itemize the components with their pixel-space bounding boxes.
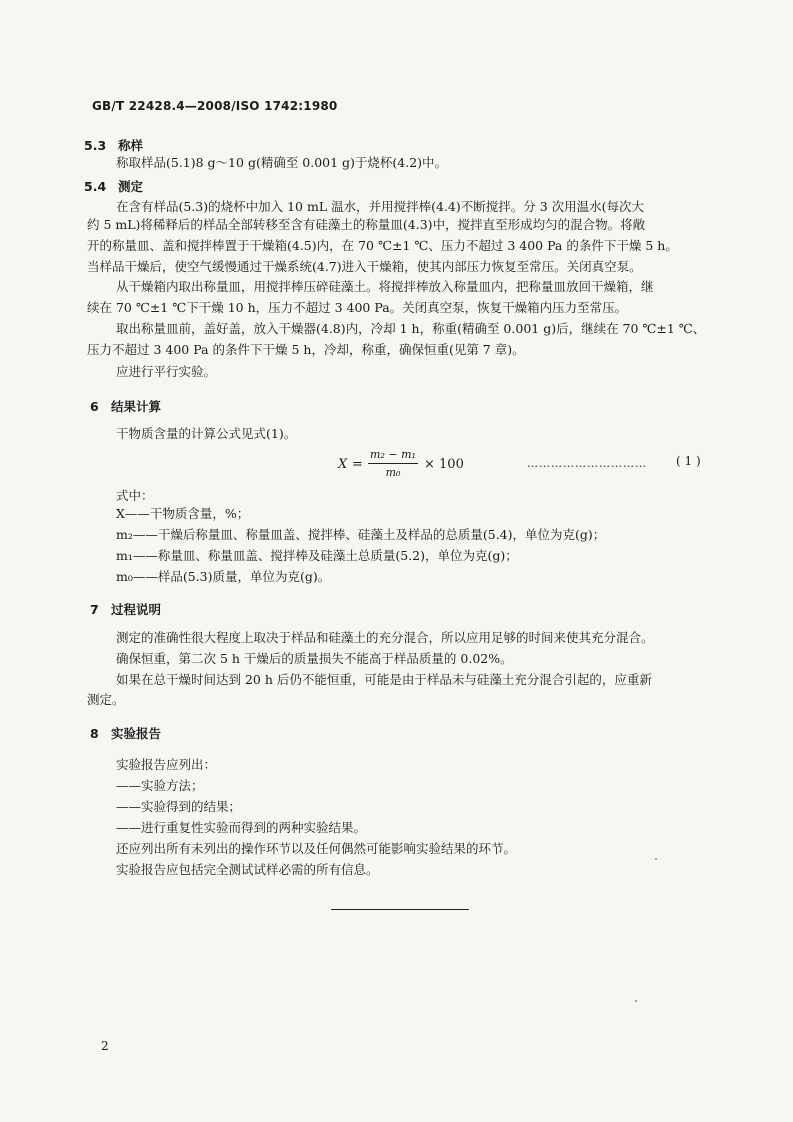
- section-5-4-line: 开的称量皿、盖和搅拌棒置于干燥箱(4.5)内，在 70 ℃±1 ℃、压力不超过 3 400 Pa 的条件下干燥 5 h。: [87, 238, 678, 253]
- variable-definition: m₁——称量皿、称量皿盖、搅拌棒及硅藻土总质量(5.2)，单位为克(g)；: [116, 548, 518, 563]
- formula-equals: =: [352, 457, 363, 472]
- section-8-title: 实验报告: [111, 726, 162, 741]
- variable-definition: m₀——样品(5.3)质量，单位为克(g)。: [116, 569, 331, 584]
- standard-header: GB/T 22428.4—2008/ISO 1742:1980: [92, 99, 338, 113]
- formula-intro: 干物质含量的计算公式见式(1)。: [116, 426, 297, 441]
- section-5-3-title: 称样: [118, 138, 144, 153]
- section-8-line: 还应列出所有未列出的操作环节以及任何偶然可能影响实验结果的环节。: [116, 841, 517, 856]
- formula-leader-dots: …………………………: [527, 457, 647, 470]
- section-8-number: 8: [90, 726, 99, 741]
- formula-multiplier: × 100: [424, 457, 464, 472]
- section-5-4-line: 约 5 mL)将稀释后的样品全部转移至含有硅藻土的称量皿(4.3)中，搅拌直至形成均匀的混合物。将敞: [87, 217, 646, 232]
- variable-definition: X——干物质含量，%；: [116, 506, 250, 521]
- section-5-4-line: 当样品干燥后，使空气缓慢通过干燥系统(4.7)进入干燥箱，使其内部压力恢复至常压。关闭真空泵。: [87, 259, 642, 274]
- section-7-line: 测定。: [87, 692, 125, 707]
- section-7-number: 7: [90, 602, 99, 617]
- section-5-4-line: 应进行平行实验。: [116, 364, 217, 379]
- section-8-line: 实验报告应列出：: [116, 757, 217, 772]
- section-6-number: 6: [90, 399, 99, 414]
- section-5-4-line: 在含有样品(5.3)的烧杯中加入 10 mL 温水，并用搅拌棒(4.4)不断搅拌。分 3 次用温水(每次大: [116, 199, 645, 214]
- section-5-3-text: 称取样品(5.1)8 g～10 g(精确至 0.001 g)于烧杯(4.2)中。: [116, 155, 448, 170]
- scan-speck: [635, 1000, 637, 1002]
- section-5-4-line: 取出称量皿前，盖好盖，放入干燥器(4.8)内，冷却 1 h，称重(精确至 0.001 g)后，继续在 70 ℃±1 ℃、: [116, 321, 706, 336]
- section-8-line: ——实验方法；: [116, 778, 204, 793]
- end-rule: [331, 909, 469, 910]
- section-5-4-number: 5.4: [84, 179, 107, 194]
- scan-speck: [655, 858, 657, 860]
- formula-numerator: m₂ − m₁: [370, 448, 416, 461]
- section-5-3-number: 5.3: [84, 138, 107, 153]
- formula-denominator: m₀: [385, 466, 401, 479]
- section-6-title: 结果计算: [111, 399, 162, 414]
- section-7-title: 过程说明: [111, 602, 162, 617]
- variable-definition: m₂——干燥后称量皿、称量皿盖、搅拌棒、硅藻土及样品的总质量(5.4)，单位为克(g)；: [116, 527, 606, 542]
- section-5-4-line: 续在 70 ℃±1 ℃下干燥 10 h，压力不超过 3 400 Pa。关闭真空泵，恢复干燥箱内压力至常压。: [87, 300, 628, 315]
- section-5-4-line: 从干燥箱内取出称量皿，用搅拌棒压碎硅藻土。将搅拌棒放入称量皿内，把称量皿放回干燥箱，继: [116, 279, 654, 294]
- section-5-4-line: 压力不超过 3 400 Pa 的条件下干燥 5 h，冷却，称重，确保恒重(见第 7 章)。: [87, 342, 525, 357]
- section-8-line: 实验报告应包括完全测试试样必需的所有信息。: [116, 862, 379, 877]
- section-7-line: 测定的准确性很大程度上取决于样品和硅藻土的充分混合，所以应用足够的时间来使其充分混合。: [116, 630, 654, 645]
- section-5-4-title: 测定: [118, 179, 144, 194]
- section-8-line: ——实验得到的结果；: [116, 799, 242, 814]
- formula-number: ( 1 ): [676, 454, 701, 468]
- section-7-line: 确保恒重，第二次 5 h 干燥后的质量损失不能高于样品质量的 0.02%。: [116, 651, 513, 666]
- page-number: 2: [101, 1039, 109, 1053]
- fraction-bar: [368, 463, 418, 464]
- formula-lhs: X: [338, 457, 348, 472]
- where-label: 式中：: [116, 488, 154, 503]
- section-7-line: 如果在总干燥时间达到 20 h 后仍不能恒重，可能是由于样品未与硅藻土充分混合引起的，应重新: [116, 672, 652, 687]
- section-8-line: ——进行重复性实验而得到的两种实验结果。: [116, 820, 367, 835]
- formula-fraction: [368, 448, 418, 479]
